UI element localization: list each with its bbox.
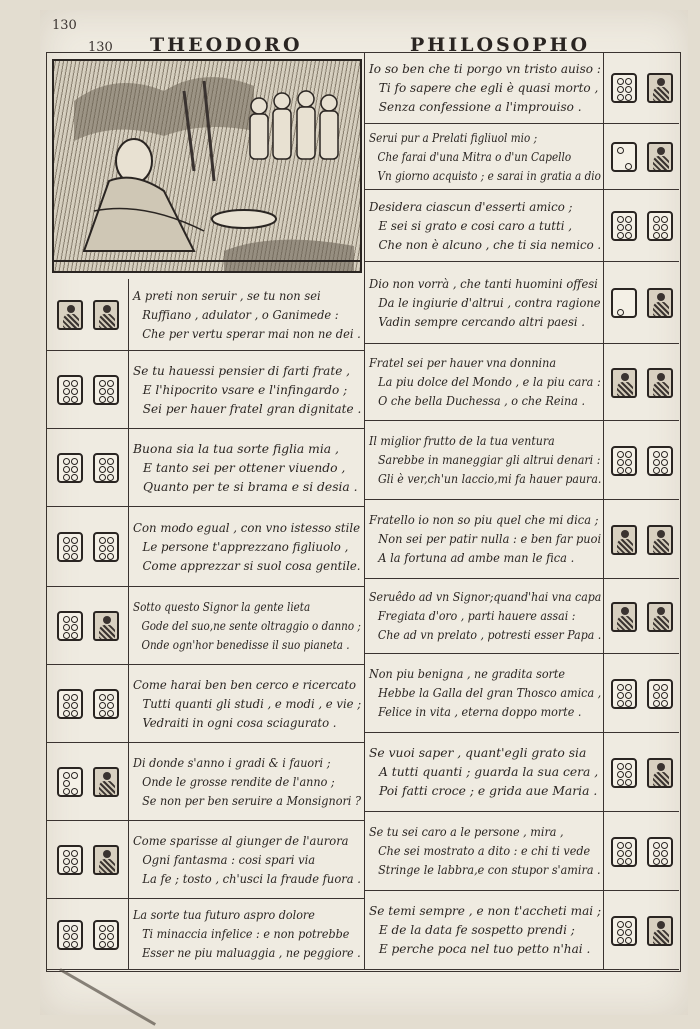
pip: [99, 474, 106, 481]
right-dice-pair: [603, 500, 679, 579]
pip: [661, 224, 668, 231]
pip: [99, 694, 106, 701]
pip: [617, 700, 624, 707]
pip: [625, 850, 632, 857]
verse-line: Esser ne piu maluaggia , ne peggiore .: [142, 946, 361, 960]
left-verse-tercet: [133, 754, 361, 811]
left-dice-pair: [47, 821, 129, 899]
pip: [653, 700, 660, 707]
verse-line: Che ad vn prelato , potresti esser Papa .: [377, 628, 602, 642]
pip: [63, 380, 70, 387]
left-dice-pair: [47, 429, 129, 507]
pip: [71, 537, 78, 544]
left-dice-pair: [47, 899, 129, 970]
right-verse-tercet: [369, 60, 601, 117]
left-dice-pair: [47, 351, 129, 429]
pip: [107, 380, 114, 387]
verse-line: Se tu sei caro a le persone , mira ,: [369, 825, 564, 839]
pip: [71, 941, 78, 948]
verse-line: Che sei mostrato a dito : e chi ti vede: [378, 844, 591, 858]
right-dice-pair: [603, 344, 679, 421]
pip: [107, 458, 114, 465]
right-verse-tercet: [369, 744, 601, 801]
pip: [63, 788, 70, 795]
right-second-die-icon: [647, 679, 673, 709]
running-title-left: THEODORO: [150, 34, 303, 56]
pip: [107, 925, 114, 932]
verse-line: Gli è ver,ch'un laccio,mi fa hauer paura.: [377, 472, 602, 486]
pip: [63, 941, 70, 948]
pip: [617, 779, 624, 786]
right-dice-pair: [603, 421, 679, 500]
right-first-die-icon: [611, 679, 637, 709]
pip: [71, 925, 78, 932]
verse-line: Felice in vita , eterna doppo morte .: [378, 705, 582, 719]
pip: [617, 937, 624, 944]
pip: [63, 537, 70, 544]
pip: [107, 941, 114, 948]
verse-line: Ogni fantasma : cosi spari via: [142, 852, 316, 867]
verse-line: Di donde s'anno i gradi & i fauori ;: [133, 755, 331, 770]
pip: [99, 925, 106, 932]
verse-line: Che non è alcuno , che ti sia nemico .: [378, 237, 602, 252]
pip: [625, 763, 632, 770]
pip: [63, 466, 70, 473]
pip: [661, 467, 668, 474]
left-verse-tercet: [133, 676, 362, 733]
pip: [107, 553, 114, 560]
pip: [653, 216, 660, 223]
pip: [63, 866, 70, 873]
right-verse-tercet: [369, 902, 602, 959]
verse-line: O che bella Duchessa , o che Reina .: [378, 394, 586, 408]
verse-line: Sotto questo Signor la gente lieta: [133, 599, 311, 614]
left-second-figure-icon: [93, 300, 119, 330]
pip: [625, 224, 632, 231]
pip: [71, 788, 78, 795]
right-first-figure-icon: [611, 602, 637, 632]
verse-line: Fratello io non so piu quel che mi dica ;: [369, 513, 599, 527]
pip: [661, 684, 668, 691]
pip: [661, 232, 668, 239]
left-first-die-icon: [57, 611, 83, 641]
pip: [653, 451, 660, 458]
left-verse-tercet: [133, 519, 361, 576]
pip: [71, 850, 78, 857]
pip: [107, 545, 114, 552]
verse-line: Poi fatti croce ; e grida aue Maria .: [379, 784, 598, 798]
pip: [71, 458, 78, 465]
right-first-figure-icon: [611, 368, 637, 398]
pip: [625, 771, 632, 778]
verse-line: Stringe le labbra,e con stupor s'amira .: [378, 863, 601, 877]
page-number-top: 130: [52, 18, 77, 33]
pip: [63, 616, 70, 623]
verse-line: Se vuoi saper , quant'egli grato sia: [369, 746, 587, 760]
pip: [107, 388, 114, 395]
pip: [661, 850, 668, 857]
pip: [63, 933, 70, 940]
pip: [625, 921, 632, 928]
right-first-die-icon: [611, 73, 637, 103]
right-dice-pair: [603, 654, 679, 733]
pip: [625, 929, 632, 936]
pip: [71, 545, 78, 552]
verse-line: Come apprezzar si suol cosa gentile.: [142, 558, 361, 573]
left-second-die-icon: [93, 532, 119, 562]
right-dice-pair: [603, 891, 679, 970]
left-first-die-icon: [57, 689, 83, 719]
right-first-die-icon: [611, 916, 637, 946]
verse-line: Desidera ciascun d'esserti amico ;: [369, 199, 573, 214]
pip: [71, 933, 78, 940]
pip: [617, 451, 624, 458]
right-verse-tercet: [369, 198, 602, 255]
right-verse-tercet: [369, 588, 602, 645]
pip: [99, 933, 106, 940]
verse-line: Le persone t'apprezzano figliuolo ,: [142, 539, 349, 554]
pip: [71, 858, 78, 865]
pip: [63, 772, 70, 779]
pip: [63, 702, 70, 709]
pip: [617, 850, 624, 857]
verse-line: Ti fo sapere che egli è quasi morto ,: [378, 80, 599, 95]
pip: [617, 216, 624, 223]
left-first-die-icon: [57, 453, 83, 483]
verse-line: E perche poca nel tuo petto n'hai .: [378, 942, 591, 956]
left-second-figure-icon: [93, 767, 119, 797]
pip: [625, 86, 632, 93]
pip: [107, 933, 114, 940]
verse-line: Se temi sempre , e non t'accheti mai ;: [369, 904, 602, 918]
right-verse-tercet: [369, 432, 602, 489]
left-second-die-icon: [93, 689, 119, 719]
pip: [625, 692, 632, 699]
pip: [625, 467, 632, 474]
pip: [617, 763, 624, 770]
pip: [71, 474, 78, 481]
woodcut-scholar-icon: [54, 61, 360, 271]
pip: [107, 537, 114, 544]
left-verse-tercet: [133, 832, 361, 889]
pip: [653, 692, 660, 699]
verse-line: Ruffiano , adulator , o Ganimede :: [142, 307, 339, 322]
left-verse-tercet: [133, 287, 361, 344]
left-second-die-icon: [93, 375, 119, 405]
left-first-die-icon: [57, 845, 83, 875]
pip: [63, 553, 70, 560]
pip: [653, 842, 660, 849]
pip: [617, 692, 624, 699]
pip: [625, 779, 632, 786]
pip: [71, 772, 78, 779]
verse-line: E sei si grato e cosi caro a tutti ,: [378, 218, 572, 233]
pip: [661, 451, 668, 458]
pip: [661, 459, 668, 466]
pip: [99, 388, 106, 395]
pip: [107, 694, 114, 701]
verse-line: Seruêdo ad vn Signor;quand'hai vna capa: [369, 590, 602, 604]
left-first-die-icon: [57, 920, 83, 950]
verse-line: A preti non seruir , se tu non sei: [133, 288, 321, 303]
page-number-inner: 130: [88, 40, 113, 55]
pip: [661, 700, 668, 707]
verse-line: Gode del suo,ne sente oltraggio o danno ;: [141, 618, 361, 633]
left-first-figure-icon: [57, 300, 83, 330]
right-dice-pair: [603, 52, 679, 124]
pip: [617, 94, 624, 101]
verse-line: Che farai d'una Mitra o d'un Capello: [377, 149, 572, 164]
pip: [653, 232, 660, 239]
pip: [71, 616, 78, 623]
pip: [625, 94, 632, 101]
pip: [99, 941, 106, 948]
right-second-figure-icon: [647, 758, 673, 788]
verse-line: Non sei per patir nulla : e ben far puoi: [378, 532, 602, 546]
pip: [107, 710, 114, 717]
verse-line: E tanto sei per ottener viuendo ,: [143, 460, 346, 475]
pip: [617, 147, 624, 154]
right-first-die-icon: [611, 142, 637, 172]
pip: [625, 459, 632, 466]
verse-line: Vadin sempre cercando altri paesi .: [378, 314, 585, 329]
left-second-die-icon: [93, 453, 119, 483]
pip: [63, 632, 70, 639]
pip: [653, 684, 660, 691]
pip: [63, 624, 70, 631]
left-verse-tercet: [133, 440, 361, 497]
pip: [661, 858, 668, 865]
pip: [625, 78, 632, 85]
pip: [63, 388, 70, 395]
pip: [617, 858, 624, 865]
verse-line: Sarebbe in maneggiar gli altrui denari :: [377, 453, 601, 467]
right-dice-pair: [603, 124, 679, 190]
right-second-figure-icon: [647, 142, 673, 172]
pip: [71, 702, 78, 709]
verse-line: Serui pur a Prelati figliuol mio ;: [369, 130, 538, 145]
pip: [71, 553, 78, 560]
verse-line: Che per vertu sperar mai non ne dei .: [142, 326, 361, 341]
verse-line: Ti minaccia infelice : e non potrebbe: [142, 927, 350, 941]
pip: [63, 925, 70, 932]
right-second-figure-icon: [647, 288, 673, 318]
verse-line: Vn giorno acquisto ; e sarai in gratia a dio: [377, 168, 601, 183]
verse-line: Non piu benigna , ne gradita sorte: [369, 667, 566, 681]
verse-line: Se non per ben seruire a Monsignori ?: [142, 793, 361, 808]
pip: [625, 163, 632, 170]
pip: [617, 309, 624, 316]
left-first-die-icon: [57, 767, 83, 797]
pip: [625, 858, 632, 865]
pip: [63, 858, 70, 865]
right-first-die-icon: [611, 837, 637, 867]
verse-line: Fratel sei per hauer vna donnina: [369, 356, 557, 370]
verse-line: A la fortuna ad ambe man le fica .: [378, 551, 575, 565]
pip: [71, 396, 78, 403]
left-second-figure-icon: [93, 845, 119, 875]
pip: [71, 632, 78, 639]
pip: [99, 396, 106, 403]
pip: [653, 858, 660, 865]
pip: [63, 474, 70, 481]
running-title-right: PHILOSOPHO: [410, 34, 591, 56]
pip: [617, 467, 624, 474]
right-first-die-icon: [611, 446, 637, 476]
verse-line: La sorte tua futuro aspro dolore: [133, 908, 315, 922]
pip: [617, 459, 624, 466]
right-dice-pair: [603, 262, 679, 344]
pip: [617, 929, 624, 936]
pip: [661, 216, 668, 223]
verse-line: Onde ogn'hor benedisse il suo pianeta .: [141, 637, 350, 652]
verse-line: E de la data fe sospetto prendi ;: [378, 923, 575, 937]
pip: [617, 232, 624, 239]
verse-line: Senza confessione a l'improuiso .: [378, 99, 582, 114]
right-verse-tercet: [369, 511, 602, 568]
pip: [99, 545, 106, 552]
pip: [63, 458, 70, 465]
verse-line: Quanto per te si brama e si desia .: [143, 479, 358, 494]
pip: [63, 850, 70, 857]
verse-line: Vedraiti in ogni cosa sciagurato .: [142, 715, 337, 730]
left-first-die-icon: [57, 532, 83, 562]
verse-line: Dio non vorrà , che tanti huomini offesi: [369, 276, 598, 291]
woodcut-illustration: [52, 59, 362, 273]
verse-line: A tutti quanti ; guarda la sua cera ,: [379, 765, 599, 779]
pip: [99, 537, 106, 544]
pip: [71, 388, 78, 395]
verse-line: Buona sia la tua sorte figlia mia ,: [133, 441, 339, 456]
verse-line: Tutti quanti gli studi , e modi , e vie ;: [142, 696, 362, 711]
left-verse-tercet: [133, 906, 361, 963]
left-dice-pair: [47, 507, 129, 587]
verse-line: La fe ; tosto , ch'usci la fraude fuora .: [142, 871, 361, 886]
pip: [625, 842, 632, 849]
left-dice-pair: [47, 743, 129, 821]
pip: [625, 937, 632, 944]
right-second-die-icon: [647, 446, 673, 476]
right-verse-tercet: [369, 354, 601, 411]
verse-line: Se tu hauessi pensier di farti frate ,: [133, 363, 350, 378]
pip: [63, 545, 70, 552]
left-dice-pair: [47, 587, 129, 665]
pip: [617, 78, 624, 85]
pip: [63, 396, 70, 403]
right-dice-pair: [603, 190, 679, 262]
verse-line: Hebbe la Galla del gran Thosco amica ,: [378, 686, 602, 700]
pip: [71, 466, 78, 473]
pip: [653, 224, 660, 231]
pip: [71, 380, 78, 387]
right-first-die-icon: [611, 211, 637, 241]
pip: [617, 921, 624, 928]
pip: [99, 458, 106, 465]
pip: [653, 467, 660, 474]
verse-line: Come sparisse al giunger de l'aurora: [133, 833, 349, 848]
verse-line: La piu dolce del Mondo , e la piu cara :: [378, 375, 601, 389]
verse-line: Il miglior frutto de la tua ventura: [369, 434, 555, 448]
pip: [63, 710, 70, 717]
right-dice-pair: [603, 733, 679, 812]
right-verse-tercet: [369, 665, 602, 722]
right-verse-tercet: [369, 823, 601, 880]
right-second-figure-icon: [647, 73, 673, 103]
right-second-die-icon: [647, 211, 673, 241]
pip: [107, 702, 114, 709]
pip: [99, 380, 106, 387]
pip: [63, 694, 70, 701]
right-verse-tercet: [369, 129, 601, 186]
pip: [653, 459, 660, 466]
pip: [661, 692, 668, 699]
verse-line: Come harai ben ben cerco e ricercato: [133, 677, 357, 692]
left-second-die-icon: [93, 920, 119, 950]
pip: [625, 700, 632, 707]
pip: [99, 553, 106, 560]
right-first-die-icon: [611, 288, 637, 318]
pip: [625, 216, 632, 223]
pip: [661, 842, 668, 849]
pip: [99, 702, 106, 709]
verse-line: Da le ingiurie d'altrui , contra ragione: [378, 295, 601, 310]
right-dice-pair: [603, 812, 679, 891]
right-first-die-icon: [611, 758, 637, 788]
pip: [99, 710, 106, 717]
right-first-figure-icon: [611, 525, 637, 555]
left-dice-pair: [47, 279, 129, 351]
right-second-figure-icon: [647, 602, 673, 632]
pip: [625, 684, 632, 691]
verse-line: Sei per hauer fratel gran dignitate .: [142, 401, 362, 416]
pip: [107, 466, 114, 473]
right-second-figure-icon: [647, 916, 673, 946]
pip: [71, 710, 78, 717]
pip: [71, 866, 78, 873]
right-verse-tercet: [369, 275, 601, 332]
pip: [71, 624, 78, 631]
verse-line: Io so ben che ti porgo vn tristo auiso :: [369, 61, 601, 76]
verse-line: Onde le grosse rendite de l'anno ;: [142, 774, 335, 789]
left-verse-tercet: [133, 598, 361, 655]
left-second-figure-icon: [93, 611, 119, 641]
pip: [617, 224, 624, 231]
verse-line: E l'hipocrito vsare e l'infingardo ;: [142, 382, 348, 397]
verse-line: Con modo egual , con vno istesso stile: [133, 520, 361, 535]
pip: [99, 466, 106, 473]
pip: [617, 86, 624, 93]
right-second-die-icon: [647, 837, 673, 867]
pip: [617, 771, 624, 778]
right-second-figure-icon: [647, 525, 673, 555]
pip: [653, 850, 660, 857]
pip: [625, 451, 632, 458]
pip: [625, 232, 632, 239]
right-dice-pair: [603, 579, 679, 654]
pip: [71, 694, 78, 701]
right-second-figure-icon: [647, 368, 673, 398]
pip: [617, 684, 624, 691]
left-dice-pair: [47, 665, 129, 743]
pip: [617, 842, 624, 849]
left-verse-tercet: [133, 362, 362, 419]
verse-line: Fregiata d'oro , parti hauere assai :: [377, 609, 576, 623]
left-first-die-icon: [57, 375, 83, 405]
pip: [63, 780, 70, 787]
pip: [107, 396, 114, 403]
pip: [107, 474, 114, 481]
